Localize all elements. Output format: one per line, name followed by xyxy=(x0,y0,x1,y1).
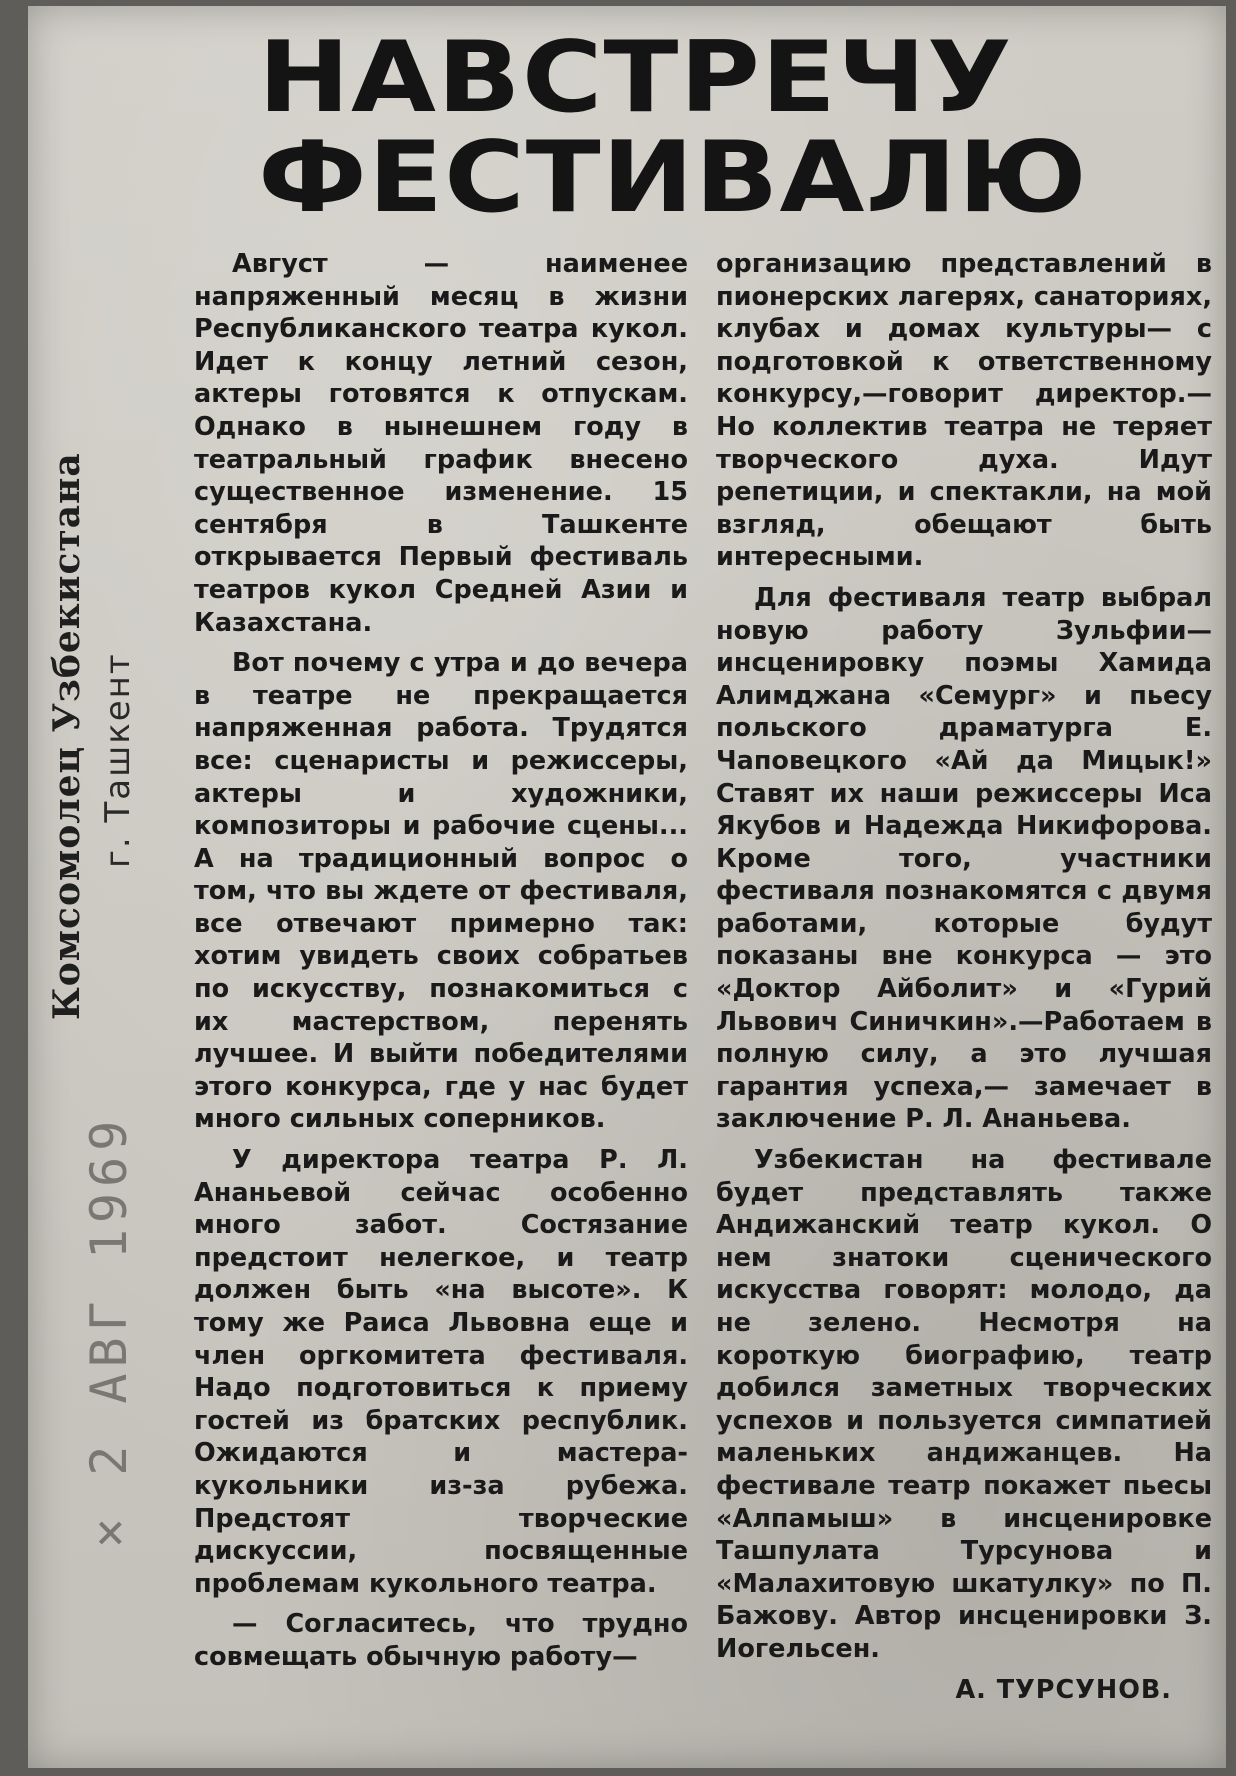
paragraph: Узбекистан на фестивале будет представлять также Андижанский театр кукол. О нем знатоки сценического искусства говорят: молодо, да не зелено. Несмотря на короткую биографию, театр добился заметных творческих успехов и пользуется симпатией маленьких андижанцев. На фестивале театр покажет пьесы «Алпамыш» в инсценировке Ташпулата Турсунова и «Малахитовую шкатулку» по П. Бажову. Автор инсценировки З. Иогельсен. xyxy=(716,1145,1212,1664)
article-column-right xyxy=(716,248,1212,1714)
paragraph: У директора театра Р. Л. Ананьевой сейчас особенно много забот. Состязание предстоит нелегкое, и театр должен быть «на высоте». К тому же Раиса Львовна еще и член оргкомитета фестиваля. Надо подготовиться к приему гостей из братских республик. Ожидаются и мастера-кукольники из-за рубежа. Предстоят творческие дискуссии, посвященные проблемам кукольного театра. xyxy=(194,1145,688,1599)
paragraph: организацию представлений в пионерских лагерях, санаториях, клубах и домах культуры— с подготовкой к ответственному конкурсу,—говорит директор.— Но коллектив театра не теряет творческого духа. Идут репетиции, и спектакли, на мой взгляд, обещают быть интересными. xyxy=(716,249,1213,573)
headline-line-1: НАВСТРЕЧУ xyxy=(258,21,1013,135)
headline-line-2: ФЕСТИВАЛЮ xyxy=(258,121,1088,235)
date-stamp: × 2 АВГ 1969 xyxy=(80,1114,138,1548)
author-signature: А. ТУРСУНОВ. xyxy=(955,1674,1172,1705)
article-headline xyxy=(258,21,1088,235)
paragraph: Для фестиваля театр выбрал новую работу Зульфии— инсценировку поэмы Хамида Алимджана «Семург» и пьесу польского драматурга Е. Чаповецкого «Ай да Мицык!» Ставят их наши режиссеры Иса Якубов и Надежда Никифорова. Кроме того, участники фестиваля познакомятся с двумя работами, которые будут показаны вне конкурса — это «Доктор Айболит» и «Гурий Львович Синичкин».—Работаем в полную силу, а это лучшая гарантия успеха,— замечает в заключение Р. Л. Ананьева. xyxy=(716,582,1212,1135)
newspaper-name: Комсомолец Узбекистана xyxy=(46,452,88,1020)
article-column-left xyxy=(194,248,688,1682)
newspaper-city: г. Ташкент xyxy=(98,652,138,868)
paragraph: — Согласитесь, что трудно совмещать обычную работу— xyxy=(194,1609,688,1672)
paragraph: Вот почему с утра и до вечера в театре не прекращается напряженная работа. Трудятся все: сценаристы и режиссеры, актеры и художники, композиторы и рабочие сцены... А на традиционный вопрос о том, что вы ждете от фестиваля, все отвечают примерно так: хотим увидеть своих собратьев по искусству, познакомиться с их мастерством, перенять лучшее. И выйти победителями этого конкурса, где у нас будет много сильных соперников. xyxy=(194,648,688,1135)
paragraph: Август — наименее напряженный месяц в жизни Республиканского театра кукол. Идет к концу летний сезон, актеры готовятся к отпускам. Однако в нынешнем году в театральный график внесено существенное изменение. 15 сентября в Ташкенте открывается Первый фестиваль театров кукол Средней Азии и Казахстана. xyxy=(194,249,688,638)
